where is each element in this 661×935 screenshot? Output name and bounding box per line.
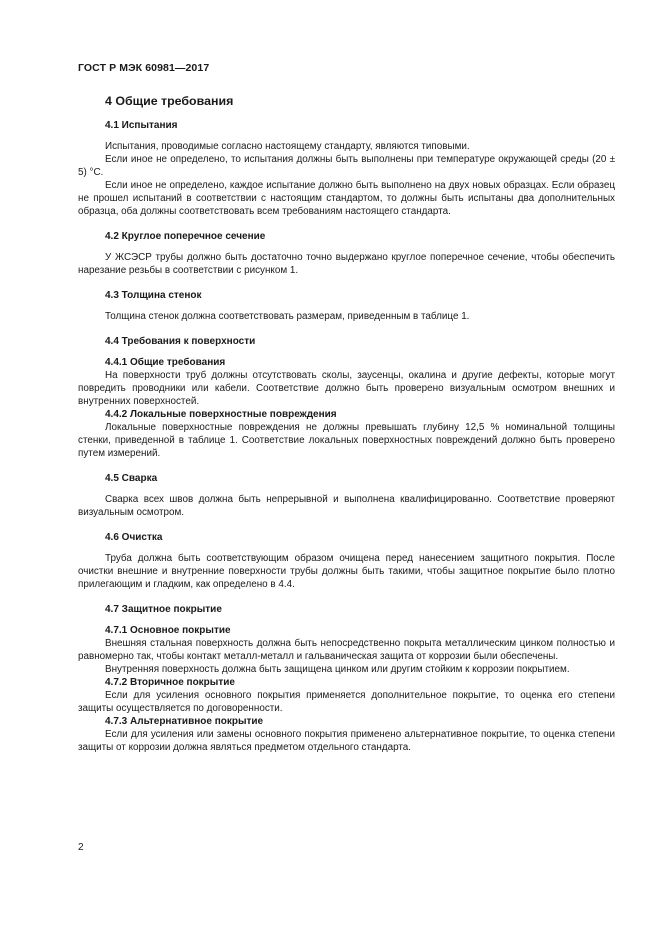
section-4-4-1-heading: 4.4.1 Общие требования (105, 357, 226, 368)
paragraph: На поверхности труб должны отсутствовать сколы, заусенцы, окалина и другие дефекты, которые могут повредить проводники или кабели. Соответствие должно быть проверено визуальным осмотром внешних и внутренних поверхностей. (78, 370, 615, 407)
paragraph: Если для усиления или замены основного покрытия применено альтернативное покрытие, то оценка степени защиты от коррозии должна являться предметом отдельного стандарта. (78, 729, 615, 753)
section-4-7-2-heading: 4.7.2 Вторичное покрытие (105, 677, 235, 688)
paragraph: Если иное не определено, то испытания должны быть выполнены при температуре окружающей среды (20 ± 5) °С. (78, 154, 615, 178)
section-4-4-heading: 4.4 Требования к поверхности (105, 336, 256, 347)
section-4-2-heading: 4.2 Круглое поперечное сечение (105, 231, 266, 242)
paragraph: Сварка всех швов должна быть непрерывной и выполнена квалифицированно. Соответствие проверяют визуальным осмотром. (78, 494, 615, 518)
paragraph: Локальные поверхностные повреждения не должны превышать глубину 12,5 % номинальной толщины стенки, приведенной в таблице 1. Соответствие локальных поверхностных повреждений должно быть проверено путем измерений. (78, 422, 615, 459)
section-4-7-heading: 4.7 Защитное покрытие (105, 604, 222, 615)
paragraph: Толщина стенок должна соответствовать размерам, приведенным в таблице 1. (105, 311, 470, 322)
section-4-4-2-heading: 4.4.2 Локальные поверхностные повреждения (105, 409, 337, 420)
paragraph: Внутренняя поверхность должна быть защищена цинком или другим стойким к коррозии покрытием. (105, 664, 570, 675)
section-4-3-heading: 4.3 Толщина стенок (105, 290, 202, 301)
section-4-heading: 4 Общие требования (105, 94, 234, 108)
section-4-1-heading: 4.1 Испытания (105, 120, 178, 131)
section-4-5-heading: 4.5 Сварка (105, 473, 158, 484)
section-4-6-heading: 4.6 Очистка (105, 532, 163, 543)
paragraph: Если для усиления основного покрытия применяется дополнительное покрытие, то оценка его степени защиты осуществляется по договоренности. (78, 690, 615, 714)
document-header: ГОСТ Р МЭК 60981—2017 (78, 62, 210, 74)
paragraph: Испытания, проводимые согласно настоящему стандарту, являются типовыми. (105, 141, 470, 152)
paragraph: У ЖСЭСР трубы должно быть достаточно точно выдержано круглое поперечное сечение, чтобы обеспечить нарезание резьбы в соответствии с рисунком 1. (78, 252, 615, 276)
section-4-7-1-heading: 4.7.1 Основное покрытие (105, 625, 231, 636)
document-body (78, 94, 615, 754)
paragraph: Внешняя стальная поверхность должна быть непосредственно покрыта металлическим цинком полностью и равномерно так, чтобы контакт металл-металл и гальваническая защита от коррозии были обеспечены. (78, 638, 615, 662)
page-number: 2 (78, 842, 84, 853)
paragraph: Труба должна быть соответствующим образом очищена перед нанесением защитного покрытия. После очистки внешние и внутренние поверхности трубы должны быть такими, чтобы защитное покрытие было плотно прилегающим и гладким, как определено в 4.4. (78, 553, 615, 590)
paragraph: Если иное не определено, каждое испытание должно быть выполнено на двух новых образцах. Если образец не прошел испытаний в соответствии с настоящим стандартом, то должны быть испытаны два дополнительных образца, оба должны соответствовать всем требованиям настоящего стандарта. (78, 180, 615, 217)
section-4-7-3-heading: 4.7.3 Альтернативное покрытие (105, 716, 264, 727)
